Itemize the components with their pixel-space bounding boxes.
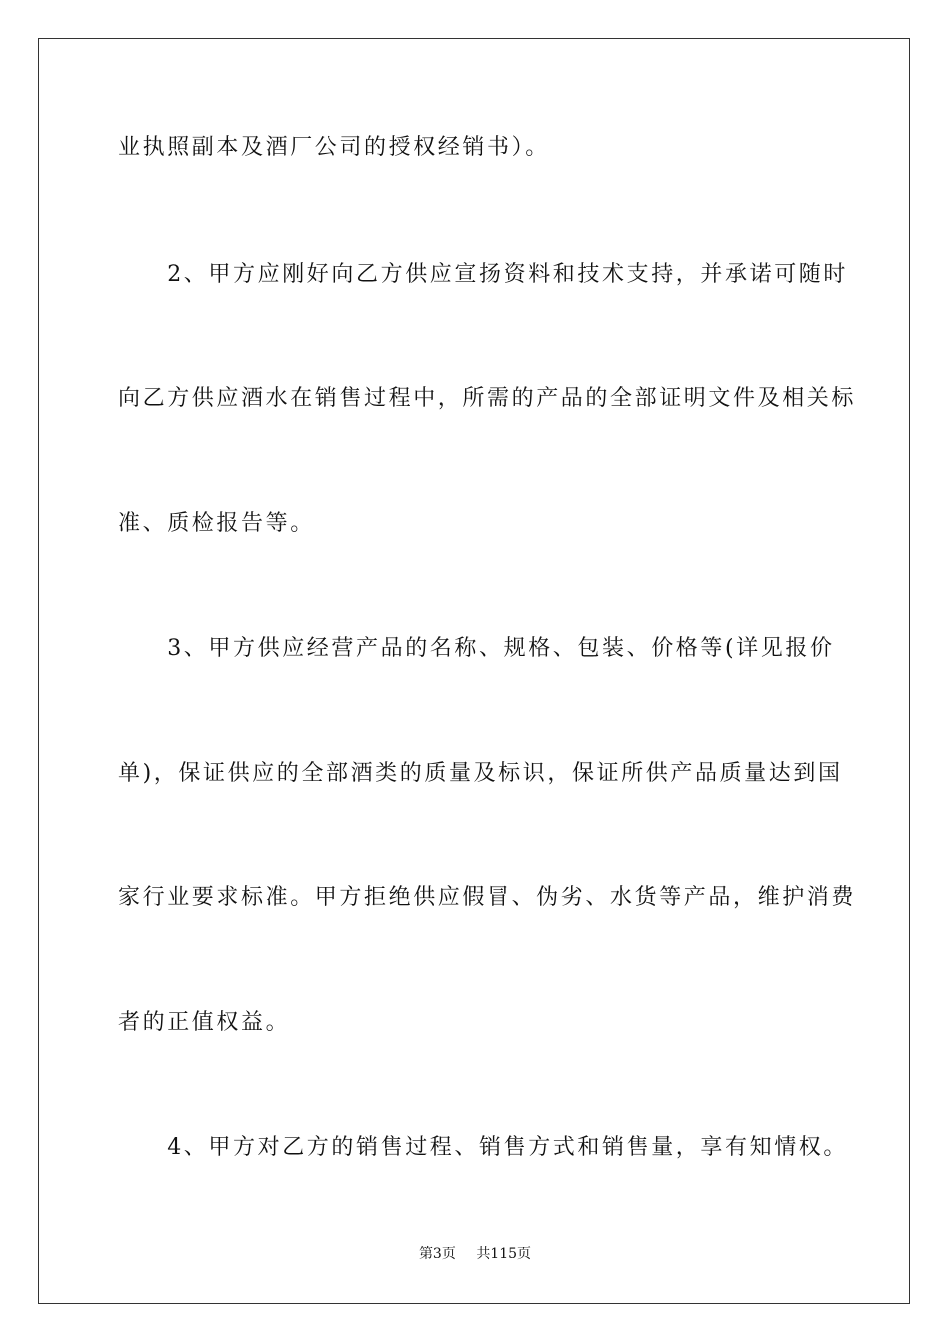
paragraph-line: 2、甲方应刚好向乙方供应宣扬资料和技术支持，并承诺可随时 [118,262,848,287]
paragraph-line: 向乙方供应酒水在销售过程中，所需的产品的全部证明文件及相关标 [118,386,857,411]
paragraph-line: 4、甲方对乙方的销售过程、销售方式和销售量，享有知情权。 [118,1135,848,1160]
total-pages: 共115页 [476,1246,532,1262]
paragraph-line: 者的正值权益。 [118,1010,291,1035]
paragraph-line: 3、甲方供应经营产品的名称、规格、包装、价格等(详见报价 [118,636,835,661]
page-footer [0,1244,950,1264]
page-border [38,38,910,1304]
paragraph-line: 准、质检报告等。 [118,511,315,536]
paragraph-line: 家行业要求标准。甲方拒绝供应假冒、伪劣、水货等产品，维护消费 [118,885,857,910]
paragraph-line: 单)，保证供应的全部酒类的质量及标识，保证所供产品质量达到国 [118,761,843,786]
page-number: 第3页 [418,1246,456,1262]
paragraph-line: 业执照副本及酒厂公司的授权经销书）。 [118,135,550,160]
